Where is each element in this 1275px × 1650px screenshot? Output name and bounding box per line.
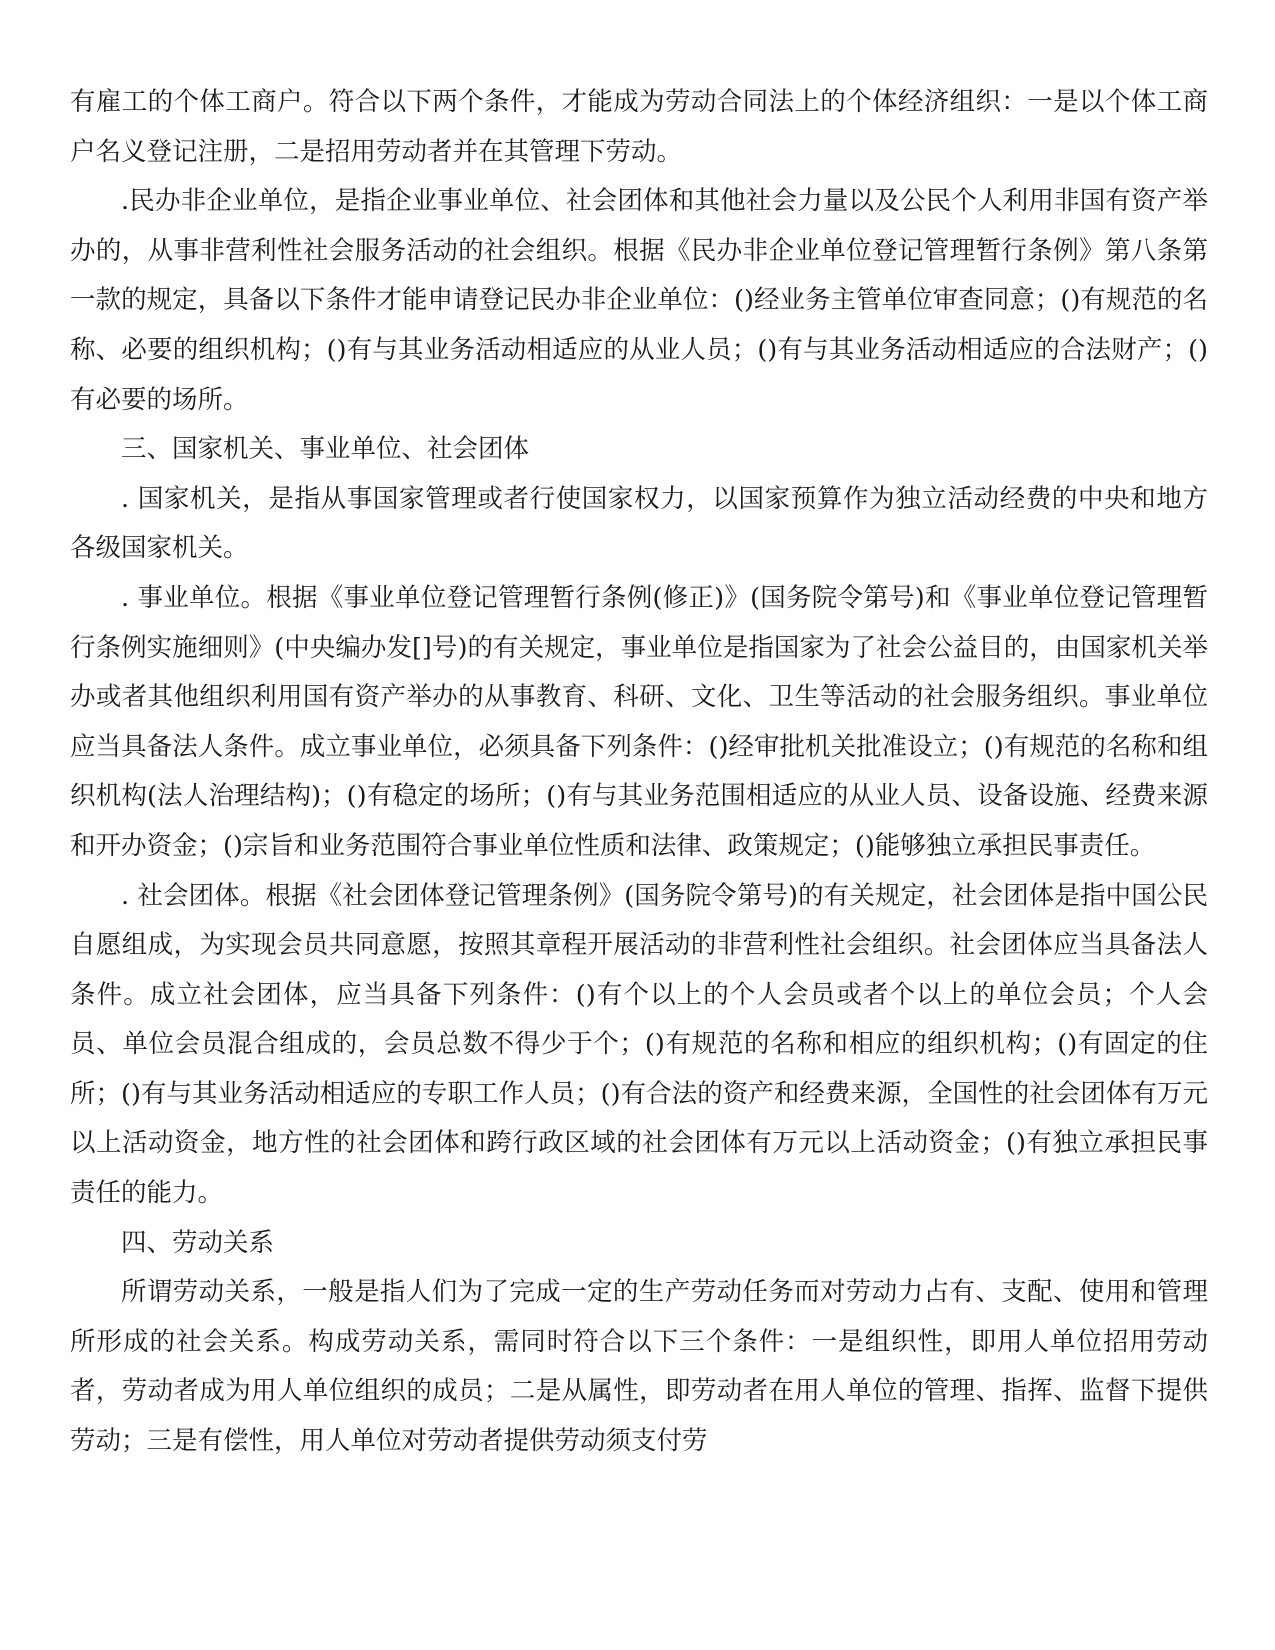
section-heading-four: 四、劳动关系 (121, 1227, 275, 1258)
paragraph-social-organizations: . 社会团体。根据《社会团体登记管理条例》(国务院令第号)的有关规定，社会团体是指中国公民自愿组成，为实现会员共同意愿，按照其章程开展活动的非营利性社会组织。社会团体应当具备法人条件。成立社会团体，应当具备下列条件：()有个以上的个人会员或者个以上的单位会员；个人会员、单位会员混合组成的，会员总数不得少于个；()有规范的名称和相应的组织机构；()有固定的住所；()有与其业务活动相适应的专职工作人员；()有合法的资产和经费来源，全国性的社会团体有万元以上活动资金，地方性的社会团体和跨行政区域的社会团体有万元以上活动资金；()有独立承担民事责任的能力。 (70, 880, 1208, 1209)
paragraph-private-non-enterprise: .民办非企业单位，是指企业事业单位、社会团体和其他社会力量以及公民个人利用非国有资产举办的，从事非营利性社会服务活动的社会组织。根据《民办非企业单位登记管理暂行条例》第八条第一款的规定，具备以下条件才能申请登记民办非企业单位：()经业务主管单位审查同意；()有规范的名称、必要的组织机构；()有与其业务活动相适应的从业人员；()有与其业务活动相适应的合法财产；()有必要的场所。 (70, 186, 1208, 415)
paragraph-public-institutions: . 事业单位。根据《事业单位登记管理暂行条例(修正)》(国务院令第号)和《事业单位登记管理暂行条例实施细则》(中央编办发[]号)的有关规定，事业单位是指国家为了社会公益目的，由国家机关举办或者其他组织利用国有资产举办的从事教育、科研、文化、卫生等活动的社会服务组织。事业单位应当具备法人条件。成立事业单位，必须具备下列条件：()经审批机关批准设立；()有规范的名称和组织机构(法人治理结构)；()有稳定的场所；()有与其业务范围相适应的从业人员、设备设施、经费来源和开办资金；()宗旨和业务范围符合事业单位性质和法律、政策规定；()能够独立承担民事责任。 (70, 582, 1208, 861)
section-heading-three: 三、国家机关、事业单位、社会团体 (121, 434, 530, 465)
paragraph-state-organs: . 国家机关，是指从事国家管理或者行使国家权力，以国家预算作为独立活动经费的中央和地方各级国家机关。 (70, 483, 1208, 564)
document-page (70, 78, 1208, 1467)
paragraph-labor-relations: 所谓劳动关系，一般是指人们为了完成一定的生产劳动任务而对劳动力占有、支配、使用和管理所形成的社会关系。构成劳动关系，需同时符合以下三个条件：一是组织性，即用人单位招用劳动者，劳动者成为用人单位组织的成员；二是从属性，即劳动者在用人单位的管理、指挥、监督下提供劳动；三是有偿性，用人单位对劳动者提供劳动须支付劳 (70, 1277, 1208, 1457)
paragraph-individual-business: 有雇工的个体工商户。符合以下两个条件，才能成为劳动合同法上的个体经济组织：一是以个体工商户名义登记注册，二是招用劳动者并在其管理下劳动。 (70, 87, 1208, 167)
